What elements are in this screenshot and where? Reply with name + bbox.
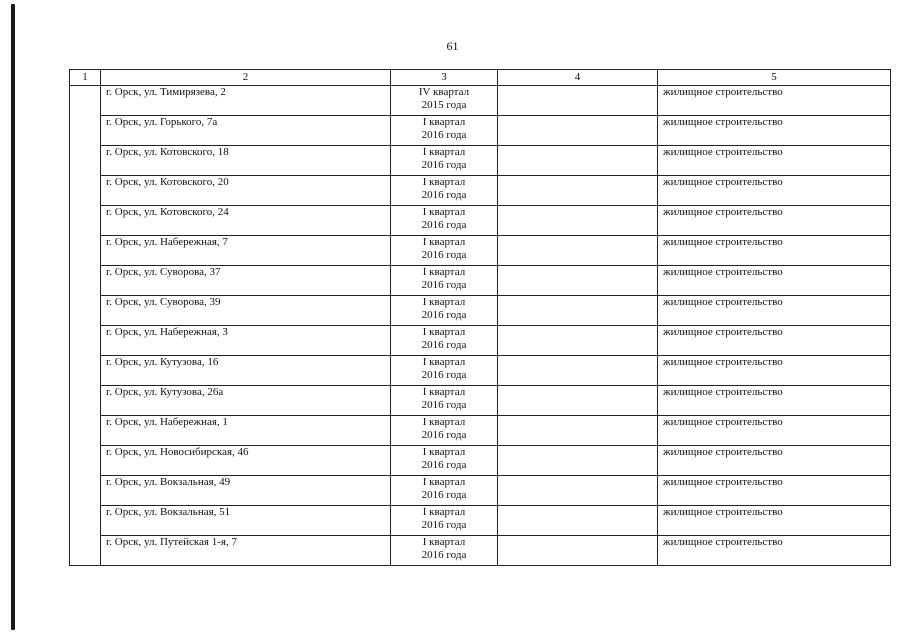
term-cell bbox=[391, 296, 498, 326]
term-year: 2016 года bbox=[421, 369, 467, 381]
term-year: 2016 года bbox=[421, 399, 467, 411]
land-plots-table bbox=[69, 69, 891, 566]
table-row bbox=[70, 116, 891, 146]
address-cell: г. Орск, ул. Кутузова, 26а bbox=[101, 386, 391, 416]
address-cell: г. Орск, ул. Вокзальная, 49 bbox=[101, 476, 391, 506]
term-cell bbox=[391, 506, 498, 536]
term-quarter: I квартал bbox=[422, 146, 466, 158]
term-cell bbox=[391, 476, 498, 506]
intended-use-cell: жилищное строительство bbox=[658, 146, 891, 176]
column-4-cell bbox=[498, 506, 658, 536]
term-cell bbox=[391, 236, 498, 266]
term-cell bbox=[391, 206, 498, 236]
term-quarter: I квартал bbox=[422, 326, 466, 338]
term-cell bbox=[391, 326, 498, 356]
term-year: 2016 года bbox=[421, 429, 467, 441]
column-header-3: 3 bbox=[391, 70, 498, 86]
column-4-cell bbox=[498, 236, 658, 266]
term-year: 2016 года bbox=[421, 489, 467, 501]
table-row bbox=[70, 176, 891, 206]
term-quarter: I квартал bbox=[422, 416, 466, 428]
address-cell: г. Орск, ул. Кутузова, 16 bbox=[101, 356, 391, 386]
term-cell bbox=[391, 536, 498, 566]
column-4-cell bbox=[498, 206, 658, 236]
column-4-cell bbox=[498, 356, 658, 386]
table-row bbox=[70, 446, 891, 476]
intended-use-cell: жилищное строительство bbox=[658, 86, 891, 116]
term-year: 2016 года bbox=[421, 519, 467, 531]
address-cell: г. Орск, ул. Горького, 7а bbox=[101, 116, 391, 146]
address-cell: г. Орск, ул. Котовского, 24 bbox=[101, 206, 391, 236]
column-4-cell bbox=[498, 266, 658, 296]
intended-use-cell: жилищное строительство bbox=[658, 506, 891, 536]
intended-use-cell: жилищное строительство bbox=[658, 296, 891, 326]
address-cell: г. Орск, ул. Набережная, 7 bbox=[101, 236, 391, 266]
intended-use-cell: жилищное строительство bbox=[658, 476, 891, 506]
column-4-cell bbox=[498, 146, 658, 176]
address-cell: г. Орск, ул. Новосибирская, 46 bbox=[101, 446, 391, 476]
column-4-cell bbox=[498, 416, 658, 446]
term-year: 2016 года bbox=[421, 459, 467, 471]
table-row bbox=[70, 386, 891, 416]
term-quarter: I квартал bbox=[422, 356, 466, 368]
term-cell bbox=[391, 446, 498, 476]
table-row bbox=[70, 476, 891, 506]
table-row bbox=[70, 266, 891, 296]
address-cell: г. Орск, ул. Суворова, 37 bbox=[101, 266, 391, 296]
term-year: 2016 года bbox=[421, 189, 467, 201]
column-4-cell bbox=[498, 326, 658, 356]
column-4-cell bbox=[498, 116, 658, 146]
term-year: 2016 года bbox=[421, 219, 467, 231]
address-cell: г. Орск, ул. Набережная, 3 bbox=[101, 326, 391, 356]
intended-use-cell: жилищное строительство bbox=[658, 266, 891, 296]
table-row bbox=[70, 206, 891, 236]
term-cell bbox=[391, 266, 498, 296]
intended-use-cell: жилищное строительство bbox=[658, 176, 891, 206]
term-quarter: I квартал bbox=[422, 476, 466, 488]
term-year: 2016 года bbox=[421, 549, 467, 561]
term-quarter: I квартал bbox=[422, 116, 466, 128]
table-header-row bbox=[70, 70, 891, 86]
term-cell bbox=[391, 176, 498, 206]
column-4-cell bbox=[498, 386, 658, 416]
table-row bbox=[70, 506, 891, 536]
term-quarter: I квартал bbox=[422, 206, 466, 218]
term-quarter: I квартал bbox=[422, 236, 466, 248]
column-4-cell bbox=[498, 296, 658, 326]
intended-use-cell: жилищное строительство bbox=[658, 236, 891, 266]
table-row bbox=[70, 356, 891, 386]
term-cell bbox=[391, 116, 498, 146]
term-cell bbox=[391, 416, 498, 446]
term-cell bbox=[391, 356, 498, 386]
address-cell: г. Орск, ул. Набережная, 1 bbox=[101, 416, 391, 446]
column-1-merged-cell bbox=[70, 86, 101, 566]
table-row bbox=[70, 326, 891, 356]
column-header-5: 5 bbox=[658, 70, 891, 86]
term-quarter: I квартал bbox=[422, 176, 466, 188]
address-cell: г. Орск, ул. Котовского, 20 bbox=[101, 176, 391, 206]
term-year: 2016 года bbox=[421, 159, 467, 171]
intended-use-cell: жилищное строительство bbox=[658, 356, 891, 386]
term-quarter: I квартал bbox=[422, 296, 466, 308]
term-quarter: I квартал bbox=[422, 266, 466, 278]
table-row bbox=[70, 536, 891, 566]
term-cell bbox=[391, 86, 498, 116]
intended-use-cell: жилищное строительство bbox=[658, 536, 891, 566]
address-cell: г. Орск, ул. Вокзальная, 51 bbox=[101, 506, 391, 536]
intended-use-cell: жилищное строительство bbox=[658, 206, 891, 236]
term-year: 2016 года bbox=[421, 249, 467, 261]
column-4-cell bbox=[498, 476, 658, 506]
address-cell: г. Орск, ул. Суворова, 39 bbox=[101, 296, 391, 326]
term-quarter: I квартал bbox=[422, 536, 466, 548]
term-year: 2016 года bbox=[421, 309, 467, 321]
intended-use-cell: жилищное строительство bbox=[658, 116, 891, 146]
intended-use-cell: жилищное строительство bbox=[658, 386, 891, 416]
intended-use-cell: жилищное строительство bbox=[658, 446, 891, 476]
column-4-cell bbox=[498, 86, 658, 116]
term-quarter: I квартал bbox=[422, 506, 466, 518]
term-cell bbox=[391, 146, 498, 176]
intended-use-cell: жилищное строительство bbox=[658, 326, 891, 356]
term-quarter: I квартал bbox=[422, 386, 466, 398]
column-4-cell bbox=[498, 446, 658, 476]
address-cell: г. Орск, ул. Путейская 1-я, 7 bbox=[101, 536, 391, 566]
term-year: 2016 года bbox=[421, 129, 467, 141]
column-header-1: 1 bbox=[70, 70, 101, 86]
term-year: 2016 года bbox=[421, 339, 467, 351]
term-quarter: I квартал bbox=[422, 446, 466, 458]
table-row bbox=[70, 416, 891, 446]
address-cell: г. Орск, ул. Тимирязева, 2 bbox=[101, 86, 391, 116]
table-row bbox=[70, 236, 891, 266]
address-cell: г. Орск, ул. Котовского, 18 bbox=[101, 146, 391, 176]
table-row bbox=[70, 296, 891, 326]
column-header-4: 4 bbox=[498, 70, 658, 86]
intended-use-cell: жилищное строительство bbox=[658, 416, 891, 446]
term-year: 2015 года bbox=[421, 99, 467, 111]
term-quarter: IV квартал bbox=[418, 86, 470, 98]
column-4-cell bbox=[498, 536, 658, 566]
table-row bbox=[70, 86, 891, 116]
scan-binding-edge bbox=[11, 4, 15, 630]
page-number: 61 bbox=[446, 39, 459, 53]
column-header-2: 2 bbox=[101, 70, 391, 86]
column-4-cell bbox=[498, 176, 658, 206]
term-year: 2016 года bbox=[421, 279, 467, 291]
term-cell bbox=[391, 386, 498, 416]
table-row bbox=[70, 146, 891, 176]
